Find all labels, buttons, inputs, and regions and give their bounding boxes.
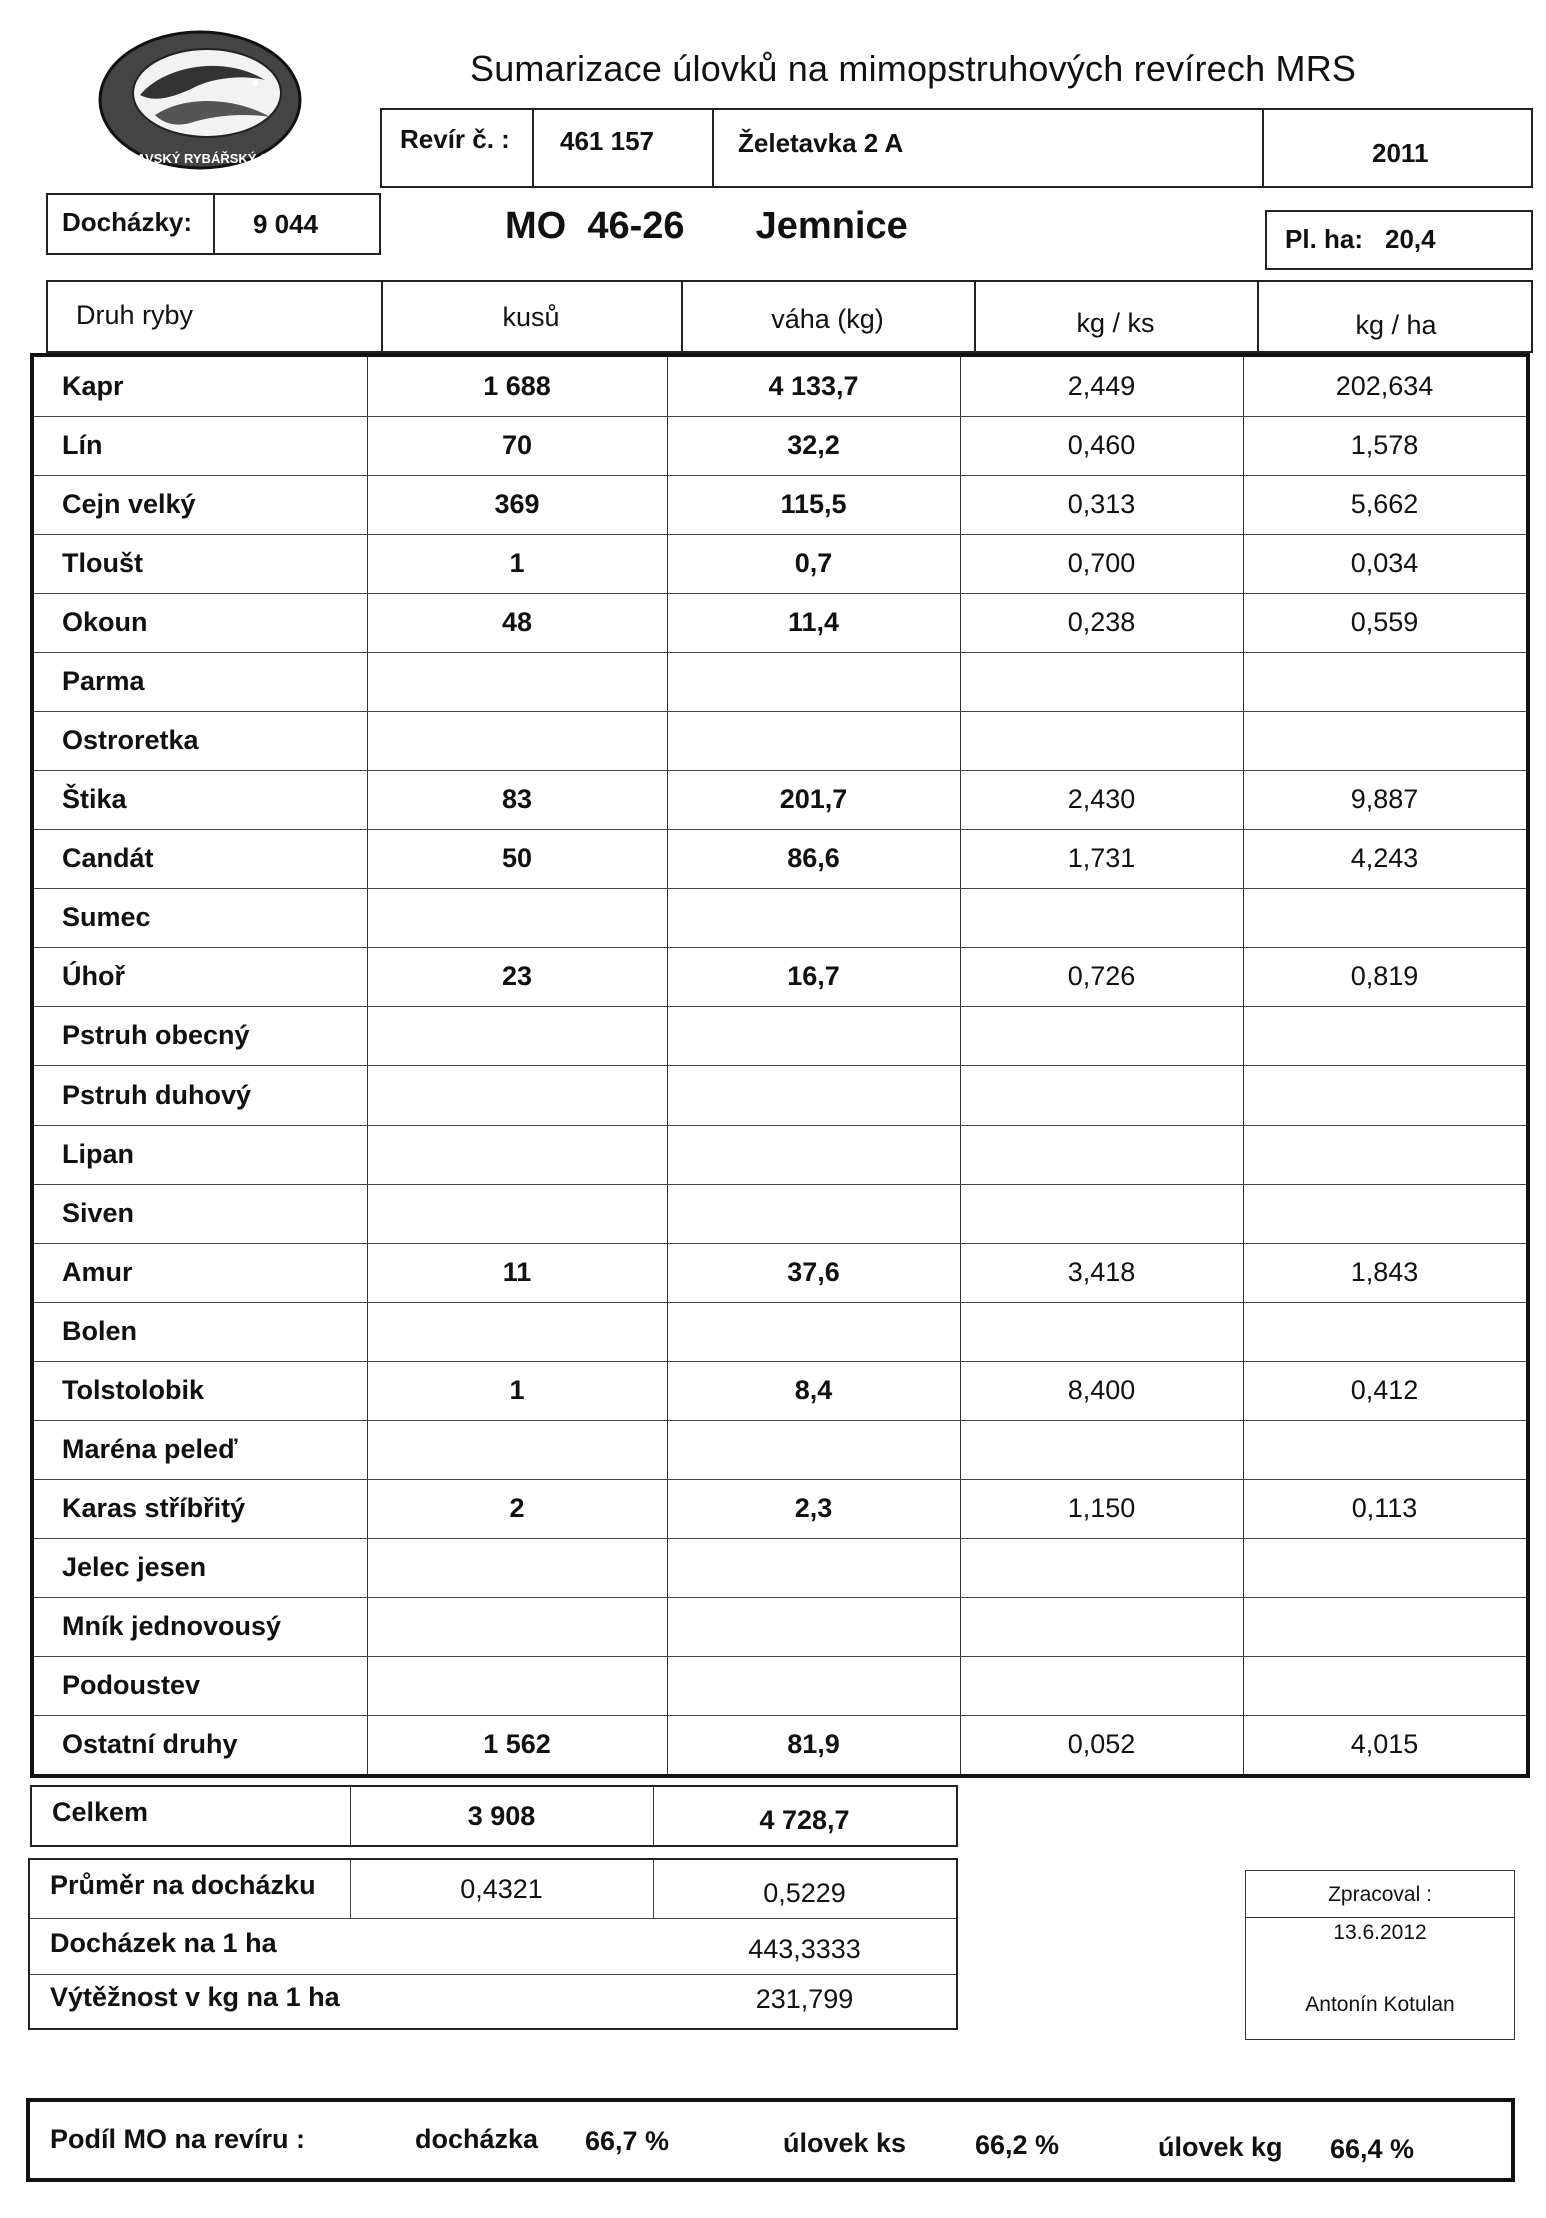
cell-kg-ha: 202,634: [1335, 371, 1434, 402]
cell-kg-ha: [1243, 1006, 1526, 1065]
col-druh: Druh ryby: [76, 300, 194, 330]
table-row: [34, 711, 1526, 771]
area-box: [1265, 210, 1533, 270]
species-name: Ostroretka: [62, 725, 199, 756]
cell-kusu: [367, 1006, 667, 1065]
cell-kg-ks: 0,460: [1067, 430, 1136, 461]
cell-kg-ks: 1,150: [1067, 1492, 1136, 1523]
table-row: [34, 1420, 1526, 1480]
cell-kg-ks: [960, 1125, 1243, 1184]
table-row: [34, 1479, 1526, 1539]
species-name: Sumec: [62, 902, 151, 933]
species-name: Pstruh obecný: [62, 1020, 250, 1051]
cell-vaha: 8,4: [794, 1374, 833, 1405]
cell-kg-ks: [960, 1006, 1243, 1065]
cell-kg-ha: 0,819: [1350, 961, 1419, 992]
cell-vaha: 11,4: [787, 607, 840, 638]
cell-vaha: [667, 1420, 960, 1479]
table-row: [34, 1243, 1526, 1303]
cell-kg-ha: [1243, 1302, 1526, 1361]
table-row: [34, 593, 1526, 653]
revir-box: [380, 108, 1533, 188]
processed-box: [1245, 1870, 1515, 2040]
totals-kusu: 3 908: [467, 1801, 536, 1831]
mo-place: Jemnice: [755, 205, 908, 247]
cell-kg-ha: [1243, 1597, 1526, 1656]
species-name: Parma: [62, 666, 145, 697]
table-row: [34, 1006, 1526, 1066]
cell-kusu: [367, 1184, 667, 1243]
cell-kg-ks: [960, 1184, 1243, 1243]
dochazky-box: [46, 193, 381, 255]
page-title: Sumarizace úlovků na mimopstruhových revírech MRS: [470, 48, 1357, 89]
revir-label: Revír č. :: [400, 124, 510, 154]
cell-kusu: 50: [501, 843, 533, 874]
table-row: [34, 1361, 1526, 1421]
cell-kg-ks: 0,052: [1067, 1728, 1136, 1759]
cell-kg-ha: [1243, 1184, 1526, 1243]
cell-vaha: 16,7: [787, 961, 840, 992]
species-name: Mník jednovousý: [62, 1610, 282, 1641]
vytez-label: Výtěžnost v kg na 1 ha: [50, 1982, 340, 2012]
cell-kusu: [367, 1538, 667, 1597]
cell-kg-ks: [960, 1420, 1243, 1479]
table-row: [34, 416, 1526, 476]
organization-line: [505, 205, 908, 248]
cell-kg-ks: [960, 888, 1243, 947]
cell-kg-ha: 9,887: [1350, 784, 1419, 815]
svg-text:MORAVSKÝ RYBÁŘSKÝ SVAZ: MORAVSKÝ RYBÁŘSKÝ SVAZ: [106, 151, 294, 166]
cell-kg-ks: [960, 711, 1243, 770]
dochazky-value: 9 044: [253, 209, 319, 239]
column-header: [46, 280, 1533, 353]
cell-kg-ha: [1243, 1538, 1526, 1597]
cell-kusu: [367, 888, 667, 947]
cell-kg-ks: 2,430: [1067, 784, 1136, 815]
cell-vaha: 86,6: [787, 843, 840, 874]
cell-kusu: [367, 1656, 667, 1715]
dochazek-value: 443,3333: [748, 1934, 861, 1964]
cell-kg-ks: [960, 1302, 1243, 1361]
species-name: Maréna peleď: [62, 1433, 238, 1464]
cell-vaha: [667, 1125, 960, 1184]
area-value: 20,4: [1385, 224, 1436, 254]
cell-kg-ks: [960, 1066, 1243, 1125]
cell-kg-ha: 0,412: [1350, 1374, 1419, 1405]
vytez-value: 231,799: [755, 1984, 854, 2014]
table-row: [34, 888, 1526, 948]
cell-kg-ks: 0,313: [1067, 489, 1136, 520]
cell-vaha: [667, 711, 960, 770]
cell-kg-ks: [960, 1538, 1243, 1597]
table-row: [34, 770, 1526, 830]
cell-kg-ks: [960, 652, 1243, 711]
cell-vaha: [667, 1184, 960, 1243]
cell-kusu: 48: [501, 607, 533, 638]
cell-kusu: [367, 1420, 667, 1479]
cell-kusu: [367, 711, 667, 770]
cell-vaha: [667, 888, 960, 947]
table-row: [34, 947, 1526, 1007]
species-name: Okoun: [62, 607, 148, 638]
prumer-kg: 0,5229: [763, 1878, 846, 1908]
cell-vaha: 2,3: [794, 1492, 833, 1523]
cell-kusu: 1 562: [483, 1728, 551, 1759]
cell-kg-ks: 0,700: [1067, 548, 1136, 579]
cell-kg-ha: 5,662: [1350, 489, 1419, 520]
table-row: [34, 652, 1526, 712]
averages-box: [28, 1858, 958, 2030]
cell-vaha: 81,9: [787, 1728, 840, 1759]
table-row: [34, 1656, 1526, 1716]
share-ks-value: 66,2 %: [975, 2130, 1060, 2160]
area-label: Pl. ha:: [1285, 224, 1364, 254]
cell-kg-ha: [1243, 1066, 1526, 1125]
share-dochazka-label: docházka: [415, 2124, 539, 2154]
totals-label: Celkem: [52, 1797, 149, 1827]
cell-kg-ha: [1243, 1420, 1526, 1479]
cell-vaha: 115,5: [780, 489, 847, 520]
cell-vaha: [667, 1656, 960, 1715]
cell-kusu: 83: [501, 784, 533, 815]
cell-kusu: [367, 652, 667, 711]
mo-number: MO 46-26: [505, 205, 685, 247]
species-name: Siven: [62, 1197, 135, 1228]
species-name: Lipan: [62, 1138, 134, 1169]
cell-kg-ha: [1243, 888, 1526, 947]
revir-year: 2011: [1372, 138, 1429, 168]
cell-vaha: 37,6: [787, 1256, 840, 1287]
table-row: [34, 357, 1526, 417]
cell-kg-ha: 4,015: [1350, 1728, 1419, 1759]
species-name: Amur: [62, 1256, 133, 1287]
species-name: Pstruh duhový: [62, 1079, 252, 1110]
cell-kusu: [367, 1066, 667, 1125]
processed-date: 13.6.2012: [1333, 1921, 1427, 1944]
cell-kusu: 1: [509, 548, 525, 579]
cell-kg-ha: 0,034: [1350, 548, 1419, 579]
cell-vaha: [667, 1597, 960, 1656]
cell-kg-ha: 1,578: [1350, 430, 1419, 461]
cell-vaha: [667, 652, 960, 711]
species-name: Ostatní druhy: [62, 1728, 238, 1759]
table-row: [34, 1125, 1526, 1185]
cell-kg-ks: 2,449: [1067, 371, 1136, 402]
dochazky-label: Docházky:: [62, 207, 193, 237]
cell-kg-ha: 4,243: [1350, 843, 1419, 874]
cell-kg-ha: [1243, 1656, 1526, 1715]
col-kusu: kusů: [502, 302, 560, 332]
share-box: [26, 2098, 1515, 2182]
species-name: Lín: [62, 430, 103, 461]
cell-kg-ha: 1,843: [1350, 1256, 1419, 1287]
catch-table: [30, 353, 1530, 1778]
table-row: [34, 475, 1526, 535]
totals-vaha: 4 728,7: [759, 1805, 850, 1835]
prumer-label: Průměr na docházku: [50, 1870, 316, 1900]
processed-name: Antonín Kotulan: [1305, 1993, 1455, 2016]
share-label: Podíl MO na revíru :: [50, 2124, 306, 2154]
table-row: [34, 1302, 1526, 1362]
cell-vaha: [667, 1006, 960, 1065]
species-name: Úhoř: [62, 961, 125, 992]
col-vaha: váha (kg): [771, 304, 884, 334]
cell-kg-ks: 8,400: [1067, 1374, 1136, 1405]
cell-kusu: [367, 1302, 667, 1361]
table-row: [34, 534, 1526, 594]
cell-kusu: 1: [509, 1374, 525, 1405]
cell-kg-ks: [960, 1597, 1243, 1656]
cell-vaha: 32,2: [787, 430, 840, 461]
col-kgks: kg / ks: [1076, 308, 1155, 338]
share-kg-value: 66,4 %: [1330, 2134, 1415, 2164]
cell-kg-ks: 0,726: [1067, 961, 1136, 992]
species-name: Kapr: [62, 371, 124, 402]
share-dochazka-value: 66,7 %: [585, 2126, 670, 2156]
cell-kg-ks: 3,418: [1067, 1256, 1136, 1287]
cell-kg-ks: 0,238: [1067, 607, 1136, 638]
table-row: [34, 1066, 1526, 1126]
species-name: Tolstolobik: [62, 1374, 204, 1405]
table-row: [34, 1715, 1526, 1774]
cell-kusu: 23: [501, 961, 533, 992]
processed-label: Zpracoval :: [1328, 1883, 1432, 1906]
cell-vaha: 201,7: [779, 784, 848, 815]
cell-kg-ha: 0,113: [1351, 1492, 1418, 1523]
cell-vaha: [667, 1302, 960, 1361]
revir-number: 461 157: [560, 126, 654, 156]
cell-kg-ks: 1,731: [1067, 843, 1136, 874]
cell-kg-ha: [1243, 1125, 1526, 1184]
table-row: [34, 1538, 1526, 1598]
revir-name: Želetavka 2 A: [738, 128, 904, 158]
cell-vaha: [667, 1066, 960, 1125]
species-name: Jelec jesen: [62, 1551, 207, 1582]
table-row: [34, 1597, 1526, 1657]
col-kgha: kg / ha: [1355, 310, 1437, 340]
dochazek-label: Docházek na 1 ha: [50, 1928, 277, 1958]
cell-kusu: 1 688: [483, 371, 551, 402]
species-name: Bolen: [62, 1315, 138, 1346]
species-name: Candát: [62, 843, 154, 874]
cell-kusu: [367, 1597, 667, 1656]
species-name: Cejn velký: [62, 489, 196, 520]
cell-kusu: 70: [501, 430, 533, 461]
cell-kg-ha: [1243, 652, 1526, 711]
cell-kusu: 2: [509, 1492, 525, 1523]
totals-row: [30, 1785, 958, 1847]
share-ks-label: úlovek ks: [783, 2128, 907, 2158]
species-name: Karas stříbřitý: [62, 1492, 246, 1523]
cell-kg-ha: 0,559: [1350, 607, 1419, 638]
table-row: [34, 829, 1526, 889]
cell-vaha: 4 133,7: [768, 371, 859, 402]
cell-kusu: 369: [494, 489, 540, 520]
cell-kusu: 11: [502, 1256, 532, 1287]
cell-vaha: 0,7: [794, 548, 833, 579]
species-name: Podoustev: [62, 1669, 201, 1700]
cell-kusu: [367, 1125, 667, 1184]
table-row: [34, 1184, 1526, 1244]
share-kg-label: úlovek kg: [1158, 2132, 1283, 2162]
species-name: Štika: [62, 784, 127, 815]
mrs-logo: [95, 25, 305, 175]
cell-vaha: [667, 1538, 960, 1597]
cell-kg-ks: [960, 1656, 1243, 1715]
cell-kg-ha: [1243, 711, 1526, 770]
prumer-ks: 0,4321: [460, 1874, 543, 1904]
species-name: Tloušt: [62, 548, 143, 579]
